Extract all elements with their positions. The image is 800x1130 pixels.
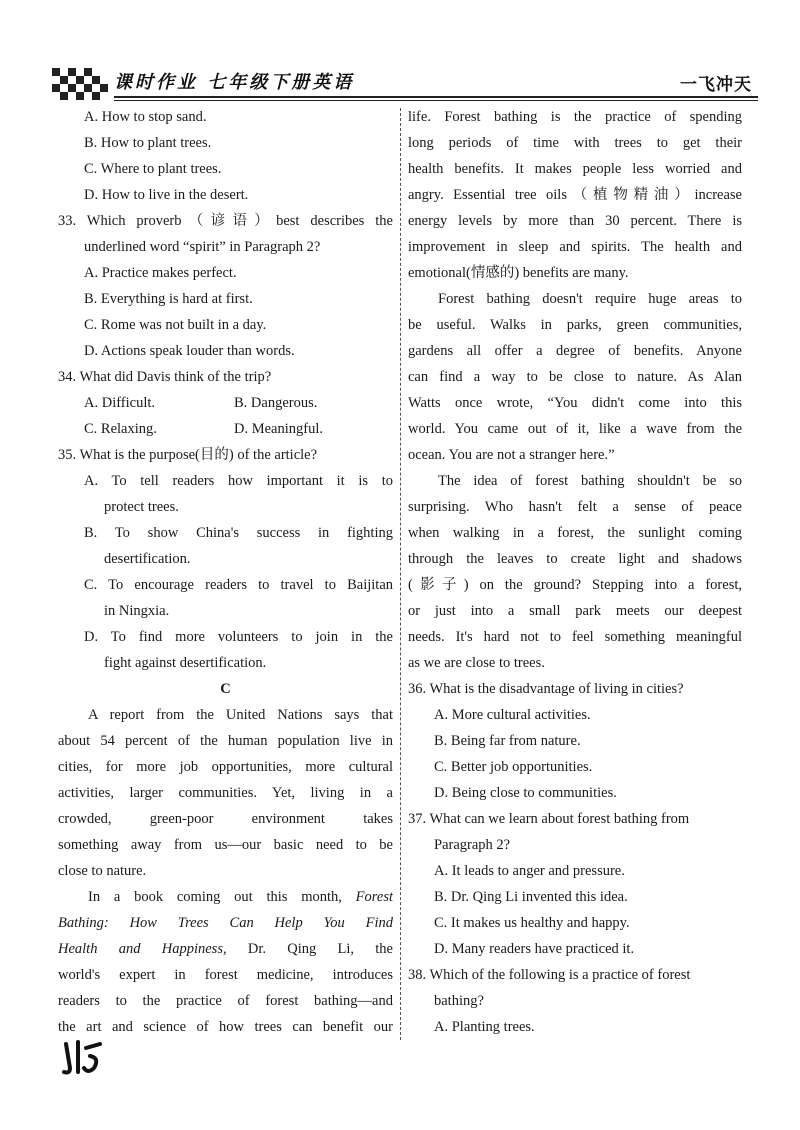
para2-line xyxy=(58,884,393,910)
para1-line: cities, for more job opportunities, more cultural xyxy=(58,759,393,775)
para4-line: through the leaves to create light and shadows xyxy=(408,551,742,567)
para2-cont-line: improvement in sleep and spirits. The health and xyxy=(408,239,742,255)
header-title: 课时作业 七年级下册英语 xyxy=(114,72,355,93)
q34-options-row1 xyxy=(58,390,393,416)
q35-option-b-cont: desertification. xyxy=(104,551,191,567)
para2-text: , Dr. Qing Li, the xyxy=(222,941,393,957)
q35-option-d-cont: fight against desertification. xyxy=(104,655,267,671)
para4-line: as we are close to trees. xyxy=(408,655,545,671)
header-rule xyxy=(114,96,758,98)
para3-line: can find a way to be close to nature. As Alan xyxy=(408,369,742,385)
para4-line: surprising. Who hasn't felt a sense of peace xyxy=(408,499,742,515)
q34-stem: 34. What did Davis think of the trip? xyxy=(58,369,272,385)
q34-option-c: C. Relaxing. xyxy=(84,421,157,437)
q37-option-a: A. It leads to anger and pressure. xyxy=(434,863,625,879)
para2-line: readers to the practice of forest bathing—and xyxy=(58,993,393,1009)
left-column xyxy=(58,104,393,1040)
q33-option-b: B. Everything is hard at first. xyxy=(84,291,253,307)
page-number-mark-icon xyxy=(60,1038,106,1078)
decorative-checker-icon xyxy=(52,68,112,102)
q32-option-c: C. Where to plant trees. xyxy=(84,161,222,177)
section-c-heading: C xyxy=(220,681,231,697)
q34-options-row2 xyxy=(58,416,393,442)
para2-line xyxy=(58,936,393,962)
q35-option-a-cont: protect trees. xyxy=(104,499,179,515)
para1-line: crowded, green-poor environment takes xyxy=(58,811,393,827)
q37-option-c: C. It makes us healthy and happy. xyxy=(434,915,630,931)
para4-line: The idea of forest bathing shouldn't be so xyxy=(438,473,742,489)
para4-line: or just into a small park meets our deepest xyxy=(408,603,742,619)
q35-option-c: C. To encourage readers to travel to Baijitan xyxy=(84,577,393,593)
q35-option-a: A. To tell readers how important it is to xyxy=(84,473,393,489)
q34-option-b: B. Dangerous. xyxy=(234,395,318,411)
para1-line: close to nature. xyxy=(58,863,147,879)
para4-line: needs. It's hard not to feel something meaningful xyxy=(408,629,742,645)
q33-option-a: A. Practice makes perfect. xyxy=(84,265,237,281)
header-rule-thin xyxy=(114,100,758,101)
q37-option-b: B. Dr. Qing Li invented this idea. xyxy=(434,889,628,905)
para2-cont-line: angry. Essential tree oils（植物精油）increase xyxy=(408,187,742,203)
para4-line: when walking in a forest, the sunlight coming xyxy=(408,525,742,541)
q32-option-a: A. How to stop sand. xyxy=(84,109,207,125)
para3-line: be useful. Walks in parks, green communities, xyxy=(408,317,742,333)
column-divider xyxy=(400,108,401,1040)
q35-option-c-cont: in Ningxia. xyxy=(104,603,170,619)
para2-text: In a book coming out this month, xyxy=(88,889,356,905)
para2-cont-line: life. Forest bathing is the practice of spending xyxy=(408,109,742,125)
q38-stem: 38. Which of the following is a practice of forest xyxy=(408,967,691,983)
q33-option-d: D. Actions speak louder than words. xyxy=(84,343,295,359)
q33-stem: 33. Which proverb（谚语）best describes the xyxy=(58,213,393,229)
para1-line: about 54 percent of the human population live in xyxy=(58,733,393,749)
para3-line: Forest bathing doesn't require huge areas to xyxy=(438,291,742,307)
para3-line: gardens all offer a degree of benefits. Anyone xyxy=(408,343,742,359)
para1-line: activities, larger communities. Yet, living in a xyxy=(58,785,393,801)
q38-stem-cont: bathing? xyxy=(434,993,484,1009)
q34-option-d: D. Meaningful. xyxy=(234,421,323,437)
para3-line: Watts once wrote, “You didn't come into this xyxy=(408,395,742,411)
q33-stem-cont: underlined word “spirit” in Paragraph 2? xyxy=(84,239,321,255)
q36-option-a: A. More cultural activities. xyxy=(434,707,591,723)
para2-cont-line: health benefits. It makes people less worried and xyxy=(408,161,742,177)
brand-logo: 一飞冲天 xyxy=(680,75,752,95)
para2-line: the art and science of how trees can benefit our xyxy=(58,1019,393,1035)
para2-line xyxy=(58,910,393,936)
para4-line: (影子) on the ground? Stepping into a forest, xyxy=(408,577,742,593)
q36-option-c: C. Better job opportunities. xyxy=(434,759,593,775)
para2-cont-line: emotional(情感的) benefits are many. xyxy=(408,265,629,281)
q38-option-a: A. Planting trees. xyxy=(434,1019,535,1035)
book-title-part: Forest xyxy=(355,889,393,905)
q36-option-d: D. Being close to communities. xyxy=(434,785,617,801)
para1-line: A report from the United Nations says that xyxy=(88,707,393,723)
para2-cont-line: energy levels by more than 30 percent. There is xyxy=(408,213,742,229)
q36-stem: 36. What is the disadvantage of living in cities? xyxy=(408,681,684,697)
q37-stem-cont: Paragraph 2? xyxy=(434,837,511,853)
page-header xyxy=(52,62,758,102)
book-title-part: Health and Happiness xyxy=(58,941,223,957)
q37-stem: 37. What can we learn about forest bathing from xyxy=(408,811,690,827)
book-title-part: Bathing: How Trees Can Help You Find xyxy=(58,915,393,931)
q37-option-d: D. Many readers have practiced it. xyxy=(434,941,635,957)
q35-option-d: D. To find more volunteers to join in the xyxy=(84,629,393,645)
para2-cont-line: long periods of time with trees to get their xyxy=(408,135,742,151)
q36-option-b: B. Being far from nature. xyxy=(434,733,581,749)
para3-line: ocean. You are not a stranger here.” xyxy=(408,447,615,463)
right-column xyxy=(408,104,742,1040)
q35-option-b: B. To show China's success in fighting xyxy=(84,525,393,541)
q32-option-b: B. How to plant trees. xyxy=(84,135,212,151)
para3-line: world. You came out of it, like a wave from the xyxy=(408,421,742,437)
q35-stem: 35. What is the purpose(目的) of the article? xyxy=(58,447,318,463)
q33-option-c: C. Rome was not built in a day. xyxy=(84,317,267,333)
para2-line: world's expert in forest medicine, introduces xyxy=(58,967,393,983)
para1-line: something away from us—our basic need to be xyxy=(58,837,393,853)
q34-option-a: A. Difficult. xyxy=(84,395,156,411)
q32-option-d: D. How to live in the desert. xyxy=(84,187,249,203)
